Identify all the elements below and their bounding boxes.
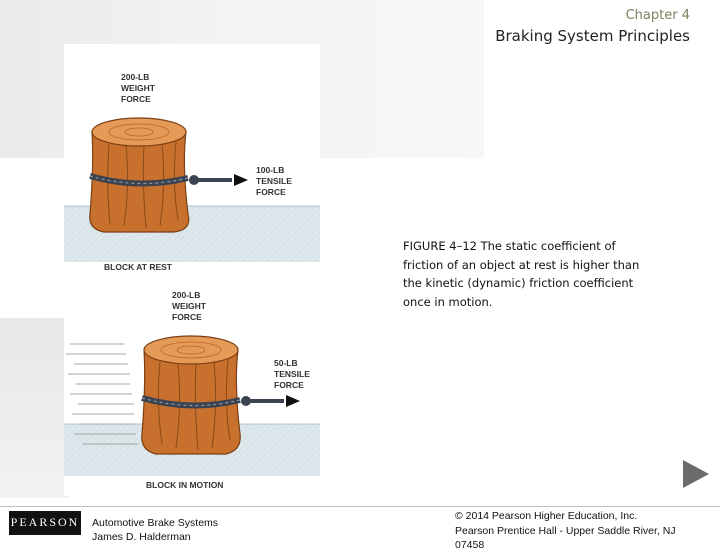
weight-label-top-line2: WEIGHT <box>121 83 155 93</box>
tensile-label-bottom-line3: FORCE <box>274 380 304 390</box>
publisher-line: Pearson Prentice Hall - Upper Saddle River, NJ <box>455 524 676 537</box>
tensile-label-top-line3: FORCE <box>256 187 286 197</box>
friction-illustration <box>64 44 320 496</box>
tensile-label-bottom-line2: TENSILE <box>274 369 310 379</box>
footer-copyright <box>455 509 676 553</box>
copyright-line: © 2014 Pearson Higher Education, Inc. <box>455 510 638 522</box>
tensile-label-bottom-line1: 50-LB <box>274 358 298 368</box>
background-car-photo-lower <box>0 318 70 498</box>
play-triangle-icon <box>682 459 710 489</box>
figure-caption: FIGURE 4–12 The static coefficient of friction of an object at rest is higher than the kinetic (dynamic) friction coefficient once in motion. <box>403 239 640 309</box>
tensile-arrow-bottom <box>286 395 300 407</box>
footer-divider <box>0 506 720 507</box>
wood-block-bottom <box>142 336 240 454</box>
author-name: James D. Halderman <box>92 531 191 543</box>
next-slide-button[interactable] <box>682 459 710 489</box>
weight-label-bottom-line3: FORCE <box>172 312 202 322</box>
state-label-top: BLOCK AT REST <box>104 262 172 272</box>
slide-title: Braking System Principles <box>495 27 690 45</box>
tensile-arrow-top <box>234 174 248 186</box>
weight-label-bottom-line1: 200-LB <box>172 290 201 300</box>
course-title: Automotive Brake Systems <box>92 517 219 529</box>
pearson-logo-text: PEARSON <box>10 515 80 529</box>
wood-block-top <box>90 118 189 232</box>
tensile-label-top-line2: TENSILE <box>256 176 292 186</box>
tensile-label-top-line1: 100-LB <box>256 165 285 175</box>
weight-label-top-line1: 200-LB <box>121 72 150 82</box>
pearson-logo <box>9 511 81 535</box>
chapter-label: Chapter 4 <box>625 8 690 23</box>
weight-label-top-line3: FORCE <box>121 94 151 104</box>
postal-code-line: 07458 <box>455 539 485 551</box>
weight-label-bottom-line2: WEIGHT <box>172 301 206 311</box>
friction-figure <box>64 44 320 496</box>
state-label-bottom: BLOCK IN MOTION <box>146 480 224 490</box>
